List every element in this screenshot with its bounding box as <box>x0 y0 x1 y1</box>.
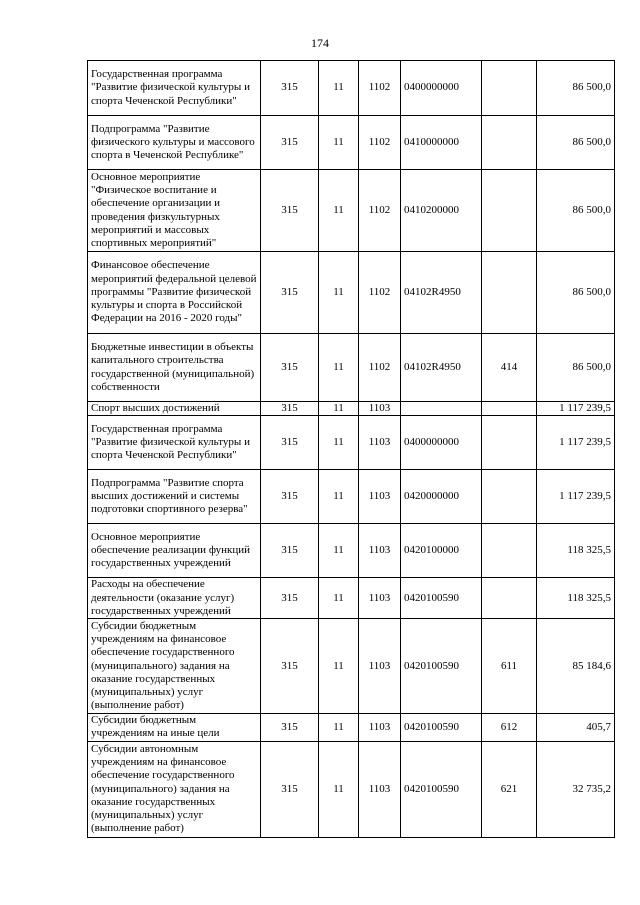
section-code-cell: 11 <box>319 402 359 416</box>
page-number: 174 <box>311 36 329 50</box>
section-code-cell: 11 <box>319 578 359 619</box>
row-name-cell: Расходы на обеспечение деятельности (оказание услуг) государственных учреждений <box>88 578 261 619</box>
budget-table-body <box>88 61 615 838</box>
subsection-code-cell: 1103 <box>359 619 401 714</box>
row-name-cell: Государственная программа "Развитие физической культуры и спорта Чеченской Республики" <box>88 61 261 116</box>
amount-cell: 1 117 239,5 <box>537 402 615 416</box>
subsection-code-cell: 1103 <box>359 578 401 619</box>
section-code-cell: 11 <box>319 61 359 116</box>
amount-cell: 86 500,0 <box>537 252 615 334</box>
expense-type-cell: 612 <box>482 714 537 741</box>
table-row <box>88 714 615 741</box>
expense-type-cell: 611 <box>482 619 537 714</box>
subsection-code-cell: 1102 <box>359 252 401 334</box>
row-name-cell: Спорт высших достижений <box>88 402 261 416</box>
section-code-cell: 11 <box>319 714 359 741</box>
ministry-code-cell: 315 <box>261 402 319 416</box>
target-article-cell: 0420100000 <box>401 524 482 578</box>
budget-table <box>87 60 615 838</box>
table-row <box>88 116 615 170</box>
amount-cell: 1 117 239,5 <box>537 416 615 470</box>
subsection-code-cell: 1103 <box>359 714 401 741</box>
target-article-cell: 0410000000 <box>401 116 482 170</box>
row-name-cell: Субсидии бюджетным учреждениям на иные цели <box>88 714 261 741</box>
table-row <box>88 334 615 402</box>
amount-cell: 86 500,0 <box>537 61 615 116</box>
table-row <box>88 170 615 252</box>
subsection-code-cell: 1102 <box>359 61 401 116</box>
ministry-code-cell: 315 <box>261 334 319 402</box>
expense-type-cell: 621 <box>482 741 537 837</box>
ministry-code-cell: 315 <box>261 741 319 837</box>
expense-type-cell <box>482 116 537 170</box>
row-name-cell: Субсидии бюджетным учреждениям на финансовое обеспечение государственного (муниципального) задания на оказание государственных (муниципальных) услуг (выполнение работ) <box>88 619 261 714</box>
subsection-code-cell: 1103 <box>359 524 401 578</box>
expense-type-cell <box>482 470 537 524</box>
amount-cell: 118 325,5 <box>537 524 615 578</box>
ministry-code-cell: 315 <box>261 524 319 578</box>
subsection-code-cell: 1102 <box>359 170 401 252</box>
target-article-cell: 0400000000 <box>401 61 482 116</box>
table-row <box>88 524 615 578</box>
expense-type-cell <box>482 578 537 619</box>
row-name-cell: Субсидии автономным учреждениям на финансовое обеспечение государственного (муниципального) задания на оказание государственных (муниципальных) услуг (выполнение работ) <box>88 741 261 837</box>
target-article-cell <box>401 402 482 416</box>
ministry-code-cell: 315 <box>261 619 319 714</box>
row-name-cell: Бюджетные инвестиции в объекты капитального строительства государственной (муниципальной) собственности <box>88 334 261 402</box>
target-article-cell: 04102R4950 <box>401 252 482 334</box>
ministry-code-cell: 315 <box>261 714 319 741</box>
subsection-code-cell: 1103 <box>359 741 401 837</box>
row-name-cell: Подпрограмма "Развитие спорта высших достижений и системы подготовки спортивного резерва" <box>88 470 261 524</box>
ministry-code-cell: 315 <box>261 170 319 252</box>
expense-type-cell <box>482 252 537 334</box>
expense-type-cell <box>482 416 537 470</box>
table-row <box>88 578 615 619</box>
target-article-cell: 0420000000 <box>401 470 482 524</box>
section-code-cell: 11 <box>319 252 359 334</box>
section-code-cell: 11 <box>319 524 359 578</box>
subsection-code-cell: 1103 <box>359 416 401 470</box>
expense-type-cell <box>482 402 537 416</box>
expense-type-cell <box>482 61 537 116</box>
table-row <box>88 741 615 837</box>
subsection-code-cell: 1102 <box>359 334 401 402</box>
ministry-code-cell: 315 <box>261 116 319 170</box>
amount-cell: 32 735,2 <box>537 741 615 837</box>
row-name-cell: Основное мероприятие "Физическое воспитание и обеспечение организации и проведения физкультурных мероприятий и массовых спортивных мероприятий" <box>88 170 261 252</box>
target-article-cell: 0420100590 <box>401 714 482 741</box>
section-code-cell: 11 <box>319 619 359 714</box>
expense-type-cell <box>482 524 537 578</box>
subsection-code-cell: 1103 <box>359 402 401 416</box>
section-code-cell: 11 <box>319 741 359 837</box>
expense-type-cell: 414 <box>482 334 537 402</box>
amount-cell: 85 184,6 <box>537 619 615 714</box>
row-name-cell: Основное мероприятие обеспечение реализации функций государственных учреждений <box>88 524 261 578</box>
ministry-code-cell: 315 <box>261 416 319 470</box>
ministry-code-cell: 315 <box>261 61 319 116</box>
ministry-code-cell: 315 <box>261 578 319 619</box>
amount-cell: 118 325,5 <box>537 578 615 619</box>
amount-cell: 1 117 239,5 <box>537 470 615 524</box>
target-article-cell: 0400000000 <box>401 416 482 470</box>
ministry-code-cell: 315 <box>261 470 319 524</box>
amount-cell: 86 500,0 <box>537 334 615 402</box>
row-name-cell: Финансовое обеспечение мероприятий федеральной целевой программы "Развитие физической культуры и спорта в Российской Федерации на 2016 - 2020 годы" <box>88 252 261 334</box>
table-row <box>88 619 615 714</box>
row-name-cell: Подпрограмма "Развитие физического культуры и массового спорта в Чеченской Республике" <box>88 116 261 170</box>
subsection-code-cell: 1102 <box>359 116 401 170</box>
table-row <box>88 252 615 334</box>
amount-cell: 405,7 <box>537 714 615 741</box>
section-code-cell: 11 <box>319 470 359 524</box>
table-row <box>88 61 615 116</box>
amount-cell: 86 500,0 <box>537 170 615 252</box>
table-row <box>88 416 615 470</box>
amount-cell: 86 500,0 <box>537 116 615 170</box>
target-article-cell: 0420100590 <box>401 578 482 619</box>
target-article-cell: 04102R4950 <box>401 334 482 402</box>
ministry-code-cell: 315 <box>261 252 319 334</box>
table-row <box>88 470 615 524</box>
section-code-cell: 11 <box>319 170 359 252</box>
section-code-cell: 11 <box>319 416 359 470</box>
row-name-cell: Государственная программа "Развитие физической культуры и спорта Чеченской Республики" <box>88 416 261 470</box>
target-article-cell: 0420100590 <box>401 619 482 714</box>
subsection-code-cell: 1103 <box>359 470 401 524</box>
target-article-cell: 0420100590 <box>401 741 482 837</box>
section-code-cell: 11 <box>319 334 359 402</box>
target-article-cell: 0410200000 <box>401 170 482 252</box>
expense-type-cell <box>482 170 537 252</box>
section-code-cell: 11 <box>319 116 359 170</box>
table-row <box>88 402 615 416</box>
